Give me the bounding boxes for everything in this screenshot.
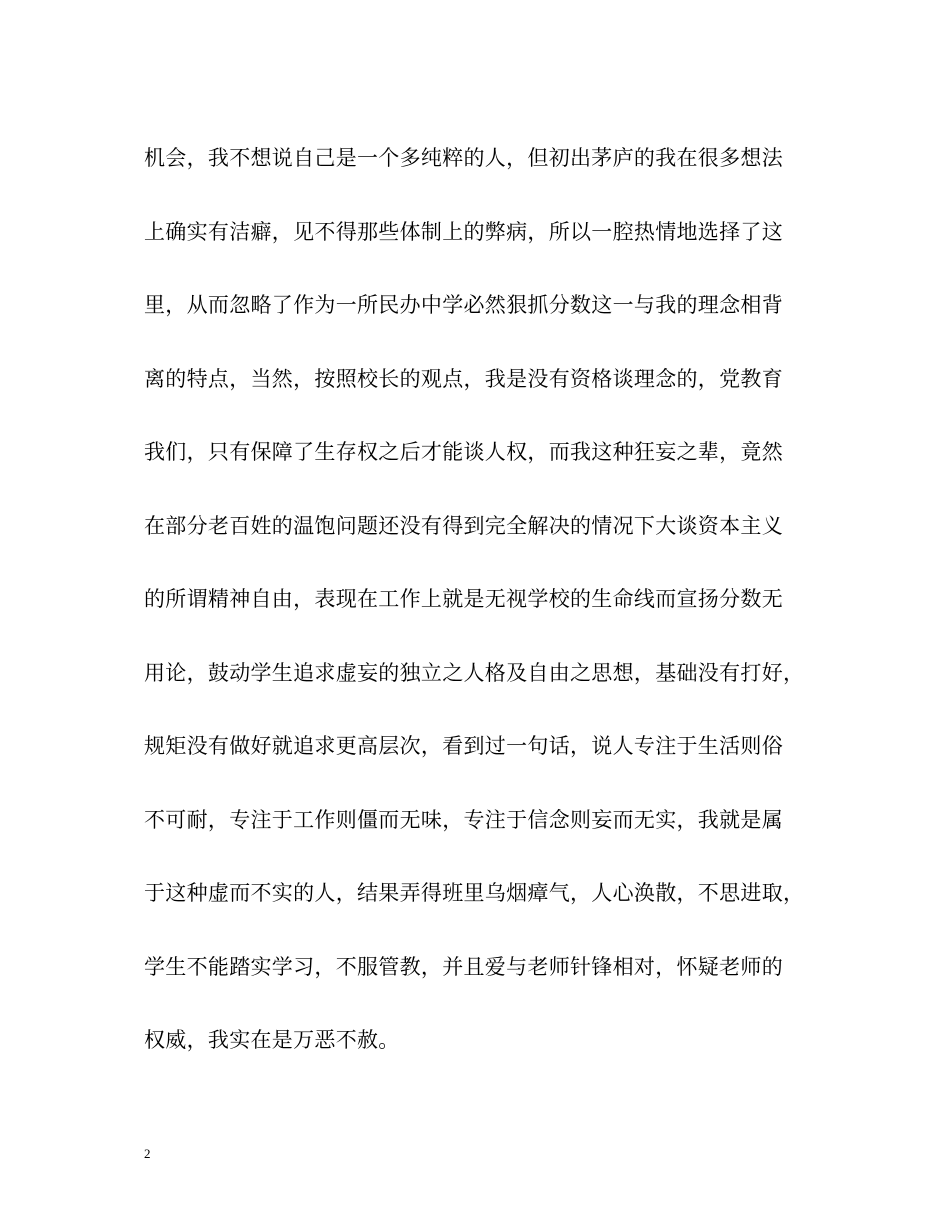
text-line: 于这种虚而不实的人，结果弄得班里乌烟瘴气，人心涣散，不思进取， xyxy=(144,881,805,905)
text-line: 权威，我实在是万恶不赦。 xyxy=(144,1028,400,1052)
text-line: 上确实有洁癖，见不得那些体制上的弊病，所以一腔热情地选择了这 xyxy=(144,219,783,244)
text-line: 不可耐，专注于工作则僵而无味，专注于信念则妄而无实，我就是属 xyxy=(144,807,783,832)
body-paragraph xyxy=(144,138,824,1094)
text-line: 我们，只有保障了生存权之后才能谈人权，而我这种狂妄之辈，竟然 xyxy=(144,440,783,464)
text-line: 学生不能踏实学习，不服管教，并且爱与老师针锋相对，怀疑老师的 xyxy=(144,954,783,979)
text-line: 里，从而忽略了作为一所民办中学必然狠抓分数这一与我的理念相背 xyxy=(144,293,783,317)
text-line: 的所谓精神自由，表现在工作上就是无视学校的生命线而宣扬分数无 xyxy=(144,587,783,611)
text-line: 在部分老百姓的温饱问题还没有得到完全解决的情况下大谈资本主义 xyxy=(144,513,783,538)
text-line: 离的特点，当然，按照校长的观点，我是没有资格谈理念的，党教育 xyxy=(144,366,783,391)
text-line: 用论，鼓动学生追求虚妄的独立之人格及自由之思想，基础没有打好， xyxy=(144,660,805,685)
text-line: 规矩没有做好就追求更高层次，看到过一句话，说人专注于生活则俗 xyxy=(144,734,783,758)
page-number: 2 xyxy=(144,1146,151,1161)
text-line: 机会，我不想说自己是一个多纯粹的人，但初出茅庐的我在很多想法 xyxy=(144,146,783,170)
